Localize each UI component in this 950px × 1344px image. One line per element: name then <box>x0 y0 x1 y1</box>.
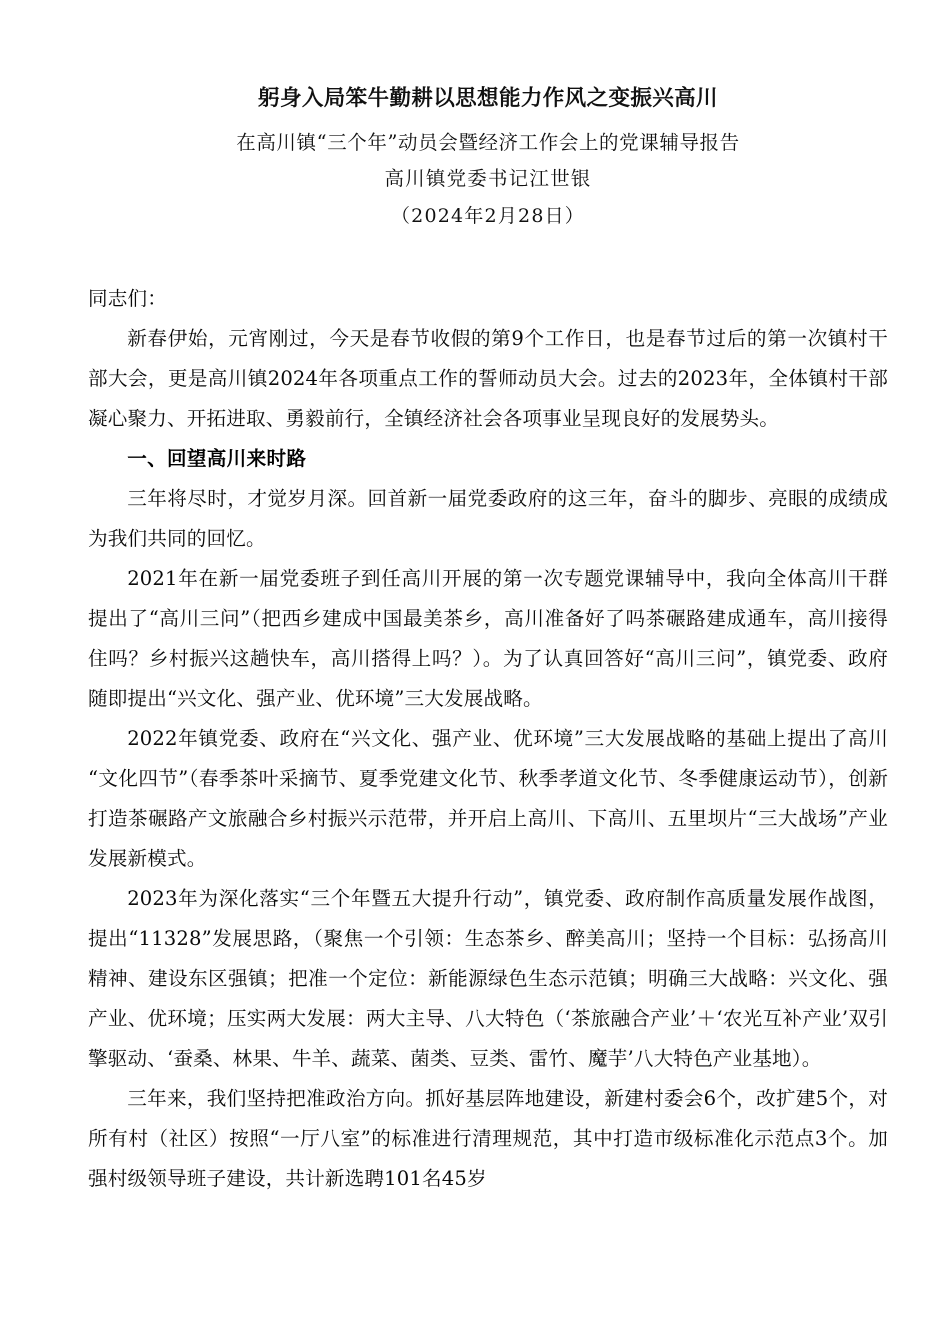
document-subtitle: 在高川镇“三个年”动员会暨经济工作会上的党课辅导报告 <box>236 131 740 154</box>
document-body <box>88 279 888 1199</box>
paragraph-3: 2021年在新一届党委班子到任高川开展的第一次专题党课辅导中，我向全体高川干群提出了“高川三问”（把西乡建成中国最美茶乡，高川准备好了吗茶碾路建成通车，高川接得住吗？乡村振兴这趟快车，高川搭得上吗？）。为了认真回答好“高川三问”，镇党委、政府随即提出“兴文化、强产业、优环境”三大发展战略。 <box>88 567 888 710</box>
salutation: 同志们： <box>88 287 167 310</box>
paragraph-5: 2023年为深化落实“三个年暨五大提升行动”，镇党委、政府制作高质量发展作战图，提出“11328”发展思路，（聚焦一个引领：生态茶乡、醉美高川；坚持一个目标：弘扬高川精神、建设东区强镇；把准一个定位：新能源绿色生态示范镇；明确三大战略：兴文化、强产业、优环境；压实两大发展：两大主导、八大特色（‘茶旅融合产业’＋‘农光互补产业’双引擎驱动、‘蚕桑、林果、牛羊、蔬菜、菌类、豆类、雷竹、魔芋’八大特色产业基地）。 <box>88 887 888 1070</box>
document-date: （2024年2月28日） <box>390 205 586 227</box>
document-author: 高川镇党委书记江世银 <box>384 167 592 190</box>
section-heading-1: 一、回望高川来时路 <box>127 447 307 470</box>
page-title: 躬身入局笨牛勤耕以思想能力作风之变振兴高川 <box>258 86 718 111</box>
page-content <box>88 0 888 1199</box>
document-header <box>88 0 888 235</box>
paragraph-2: 三年将尽时，才觉岁月深。回首新一届党委政府的这三年，奋斗的脚步、亮眼的成绩成为我们共同的回忆。 <box>88 487 888 550</box>
paragraph-6: 三年来，我们坚持把准政治方向。抓好基层阵地建设，新建村委会6个，改扩建5个，对所有村（社区）按照“一厅八室”的标准进行清理规范，其中打造市级标准化示范点3个。加强村级领导班子建设，共计新选聘101名45岁 <box>88 1087 888 1190</box>
paragraph-4: 2022年镇党委、政府在“兴文化、强产业、优环境”三大发展战略的基础上提出了高川“文化四节”（春季茶叶采摘节、夏季党建文化节、秋季孝道文化节、冬季健康运动节），创新打造茶碾路产文旅融合乡村振兴示范带，并开启上高川、下高川、五里坝片“三大战场”产业发展新模式。 <box>88 727 888 870</box>
paragraph-1: 新春伊始，元宵刚过，今天是春节收假的第9个工作日，也是春节过后的第一次镇村干部大会，更是高川镇2024年各项重点工作的誓师动员大会。过去的2023年，全体镇村干部凝心聚力、开拓进取、勇毅前行，全镇经济社会各项事业呈现良好的发展势头。 <box>88 327 888 430</box>
